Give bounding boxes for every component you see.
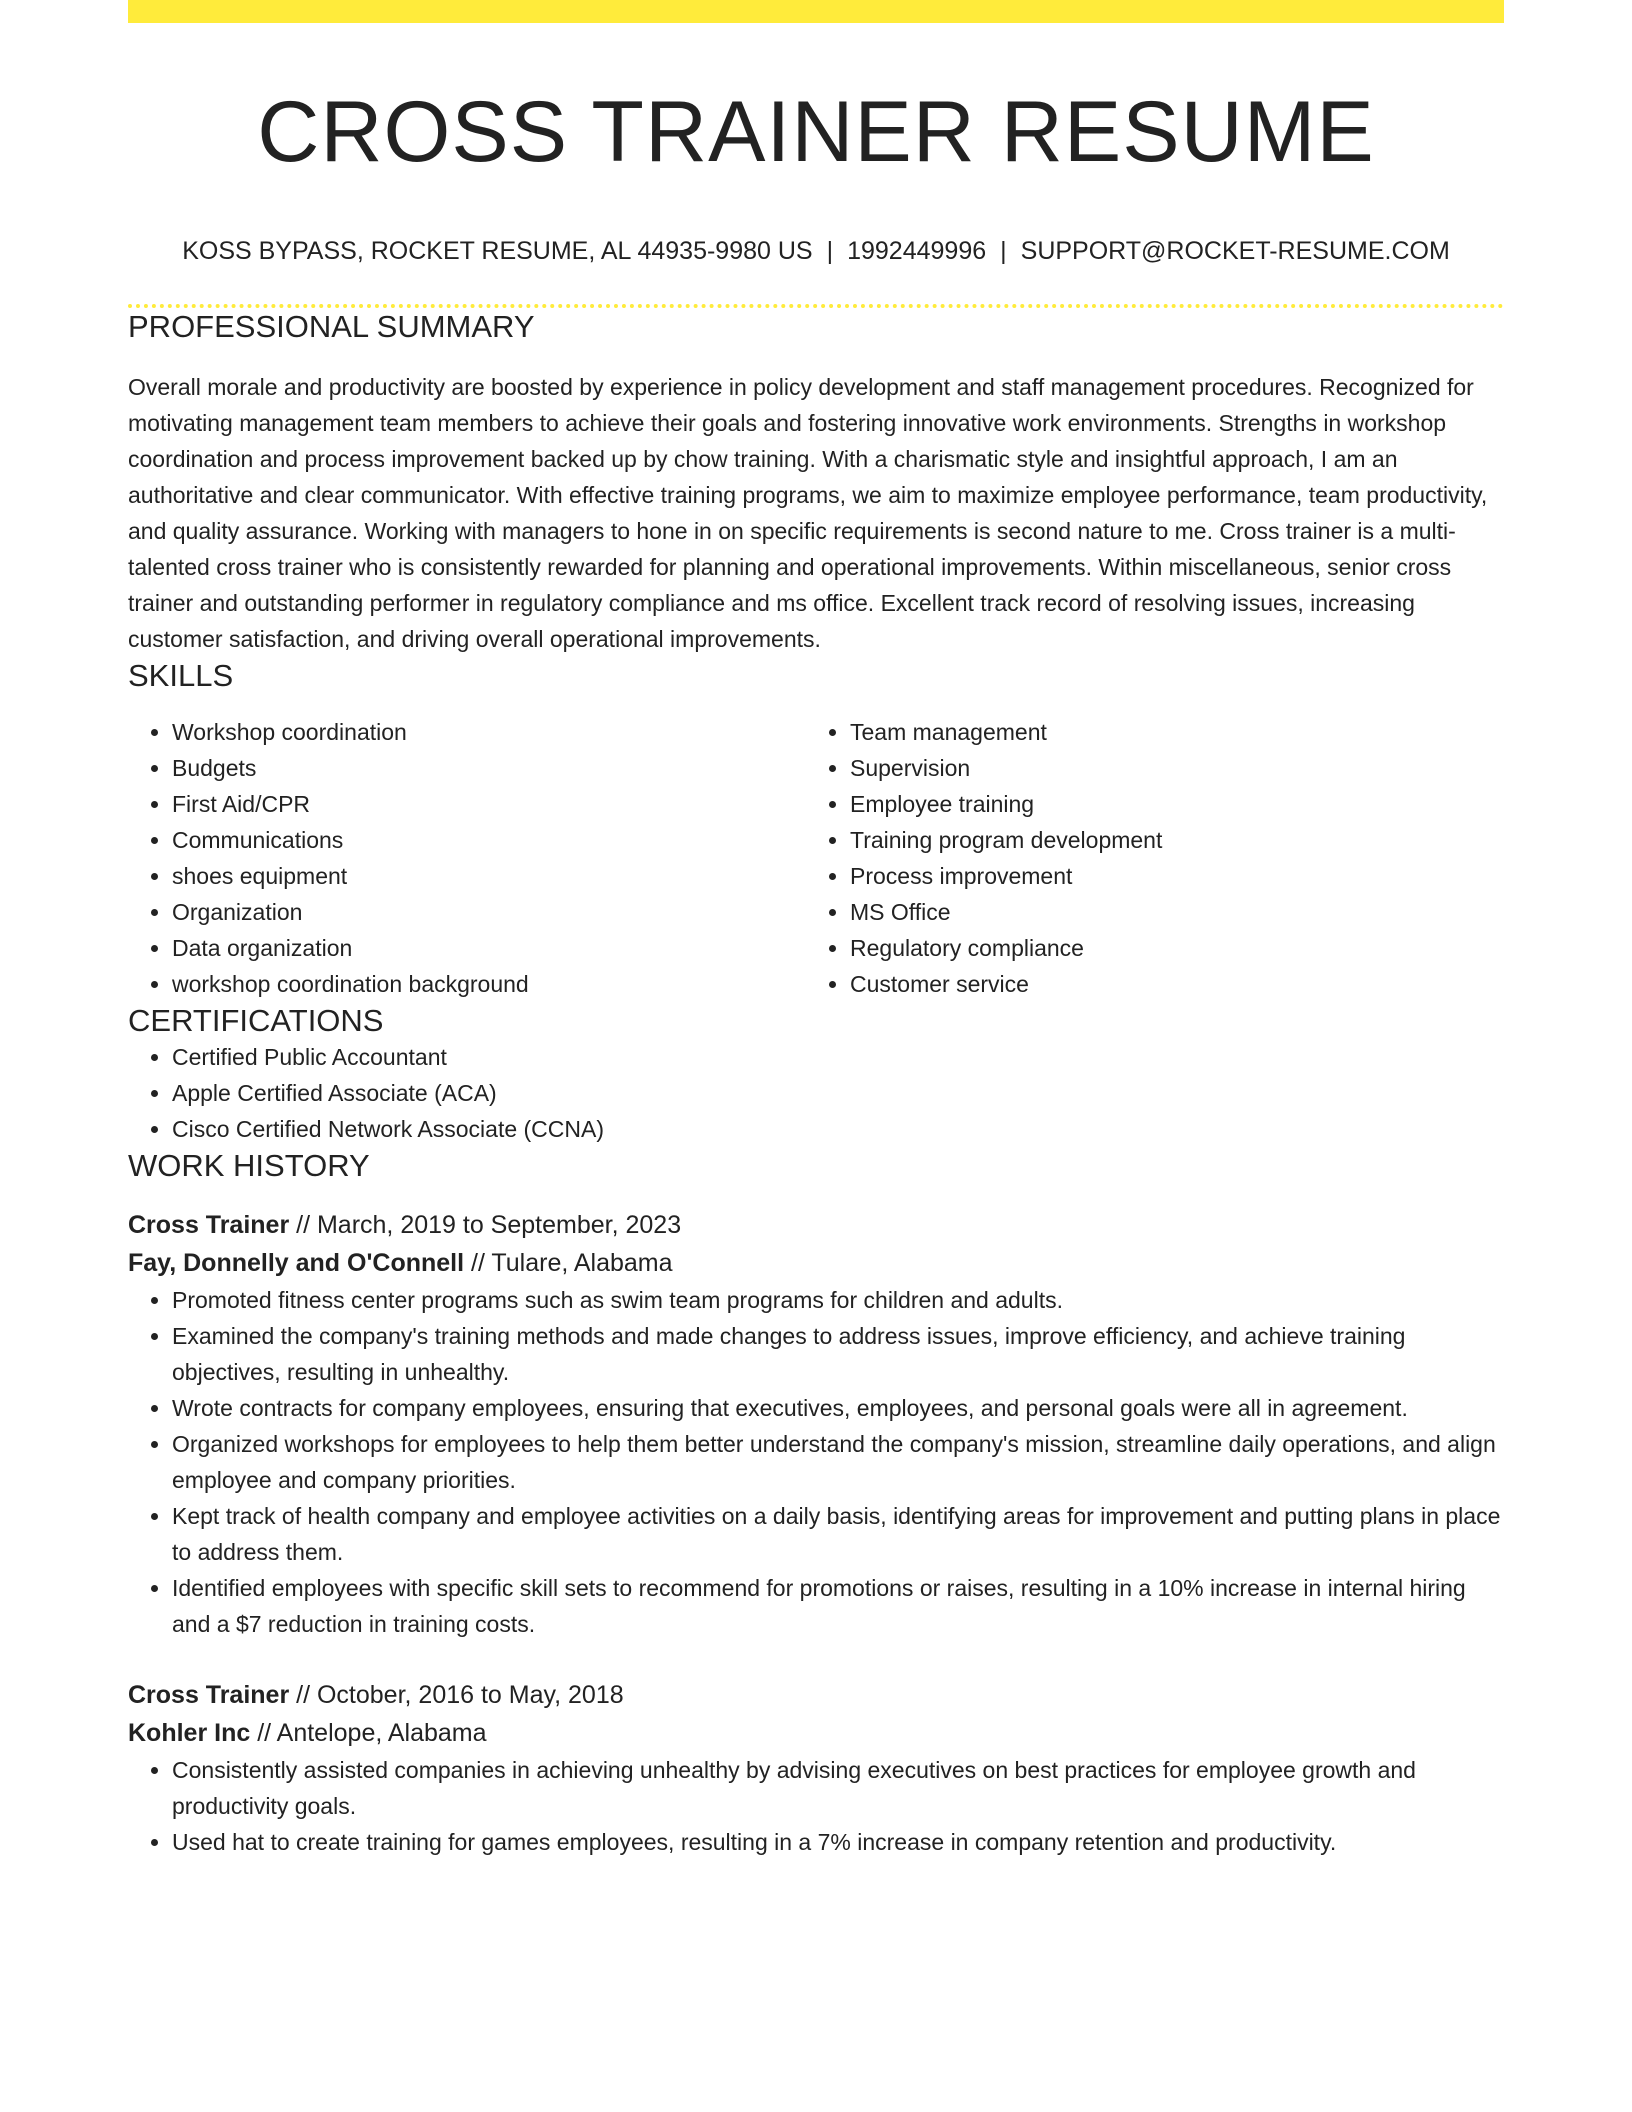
job-dates: // October, 2016 to May, 2018 xyxy=(289,1681,624,1710)
skills-column-left xyxy=(128,714,806,1002)
job-dates: // March, 2019 to September, 2023 xyxy=(289,1211,682,1240)
job-company-line xyxy=(128,1244,1504,1282)
skill-item: • Budgets xyxy=(172,750,806,786)
resume-page xyxy=(128,0,1504,1860)
contact-email: SUPPORT@ROCKET-RESUME.COM xyxy=(1020,236,1450,265)
skill-item: • Workshop coordination xyxy=(172,714,806,750)
skill-item: • Employee training xyxy=(850,786,1484,822)
skill-item: • Customer service xyxy=(850,966,1484,1002)
job-company: Kohler Inc xyxy=(128,1719,251,1748)
skill-item: • First Aid/CPR xyxy=(172,786,806,822)
job-company: Fay, Donnelly and O'Connell xyxy=(128,1249,465,1278)
skill-item: • Training program development xyxy=(850,822,1484,858)
job-location: // Tulare, Alabama xyxy=(464,1249,673,1278)
job-role: Cross Trainer xyxy=(128,1681,290,1710)
job-role: Cross Trainer xyxy=(128,1211,290,1240)
job-bullet: • Kept track of health company and employee activities on a daily basis, identifying areas for improvement and putting plans in place to address them. xyxy=(172,1498,1504,1570)
skill-item: • shoes equipment xyxy=(172,858,806,894)
contact-separator: | xyxy=(1000,236,1007,265)
skill-item: • Process improvement xyxy=(850,858,1484,894)
job-bullets xyxy=(128,1282,1504,1642)
skill-item: • Team management xyxy=(850,714,1484,750)
contact-address: KOSS BYPASS, ROCKET RESUME, AL 44935-9980 US xyxy=(182,236,813,265)
certification-item: • Cisco Certified Network Associate (CCNA) xyxy=(172,1111,1504,1147)
job-bullets xyxy=(128,1752,1504,1860)
job-location: // Antelope, Alabama xyxy=(250,1719,487,1748)
certifications-heading: CERTIFICATIONS xyxy=(128,1002,384,1038)
skills-column-right xyxy=(806,714,1484,1002)
contact-separator: | xyxy=(826,236,834,265)
job-bullet: • Consistently assisted companies in achieving unhealthy by advising executives on best practices for employee growth and productivity goals. xyxy=(172,1752,1504,1824)
job-entry xyxy=(128,1676,1504,1860)
skills-heading: SKILLS xyxy=(128,657,234,693)
certification-item: • Apple Certified Associate (ACA) xyxy=(172,1075,1504,1111)
job-bullet: • Wrote contracts for company employees, ensuring that executives, employees, and personal goals were all in agreement. xyxy=(172,1390,1504,1426)
skill-item: • Organization xyxy=(172,894,806,930)
certification-item: • Certified Public Accountant xyxy=(172,1039,1504,1075)
job-company-line xyxy=(128,1714,1504,1752)
resume-title: CROSS TRAINER RESUME xyxy=(257,84,1375,180)
skills-list-left xyxy=(128,714,806,1002)
skills-grid xyxy=(128,714,1504,1002)
contact-line xyxy=(128,236,1504,266)
job-bullet: • Promoted fitness center programs such as swim team programs for children and adults. xyxy=(172,1282,1504,1318)
summary-text: Overall morale and productivity are boosted by experience in policy development and staff management procedures. Recognized for motivating management team members to achieve their goals and fostering innovative work environments. Strengths in workshop coordination and process improvement backed up by chow training. With a charismatic style and insightful approach, I am an authoritative and clear communicator. With effective training programs, we aim to maximize employee performance, team productivity, and quality assurance. Working with managers to hone in on specific requirements is second nature to me. Cross trainer is a multi-talented cross trainer who is consistently rewarded for planning and operational improvements. Within miscellaneous, senior cross trainer and outstanding performer in regulatory compliance and ms office. Excellent track record of resolving issues, increasing customer satisfaction, and driving overall operational improvements. xyxy=(128,373,1488,652)
skills-list-right xyxy=(806,714,1484,1002)
certifications-list xyxy=(128,1039,1504,1147)
job-bullet: • Used hat to create training for games employees, resulting in a 7% increase in company retention and productivity. xyxy=(172,1824,1504,1860)
job-bullet: • Organized workshops for employees to help them better understand the company's mission, streamline daily operations, and align employee and company priorities. xyxy=(172,1426,1504,1498)
work-history-heading: WORK HISTORY xyxy=(128,1148,370,1184)
skill-item: • Communications xyxy=(172,822,806,858)
job-bullet: • Examined the company's training methods and made changes to address issues, improve efficiency, and achieve training objectives, resulting in unhealthy. xyxy=(172,1318,1504,1390)
skill-item: • Regulatory compliance xyxy=(850,930,1484,966)
job-role-line xyxy=(128,1676,1504,1714)
job-entry xyxy=(128,1206,1504,1642)
skill-item: • Data organization xyxy=(172,930,806,966)
accent-bar xyxy=(128,0,1504,23)
job-bullet: • Identified employees with specific skill sets to recommend for promotions or raises, resulting in a 10% increase in internal hiring and a $7 reduction in training costs. xyxy=(172,1570,1504,1642)
skill-item: • MS Office xyxy=(850,894,1484,930)
skill-item: • Supervision xyxy=(850,750,1484,786)
contact-phone: 1992449996 xyxy=(847,236,987,265)
skill-item: • workshop coordination background xyxy=(172,966,806,1002)
job-role-line xyxy=(128,1206,1504,1244)
summary-heading: PROFESSIONAL SUMMARY xyxy=(128,308,535,344)
